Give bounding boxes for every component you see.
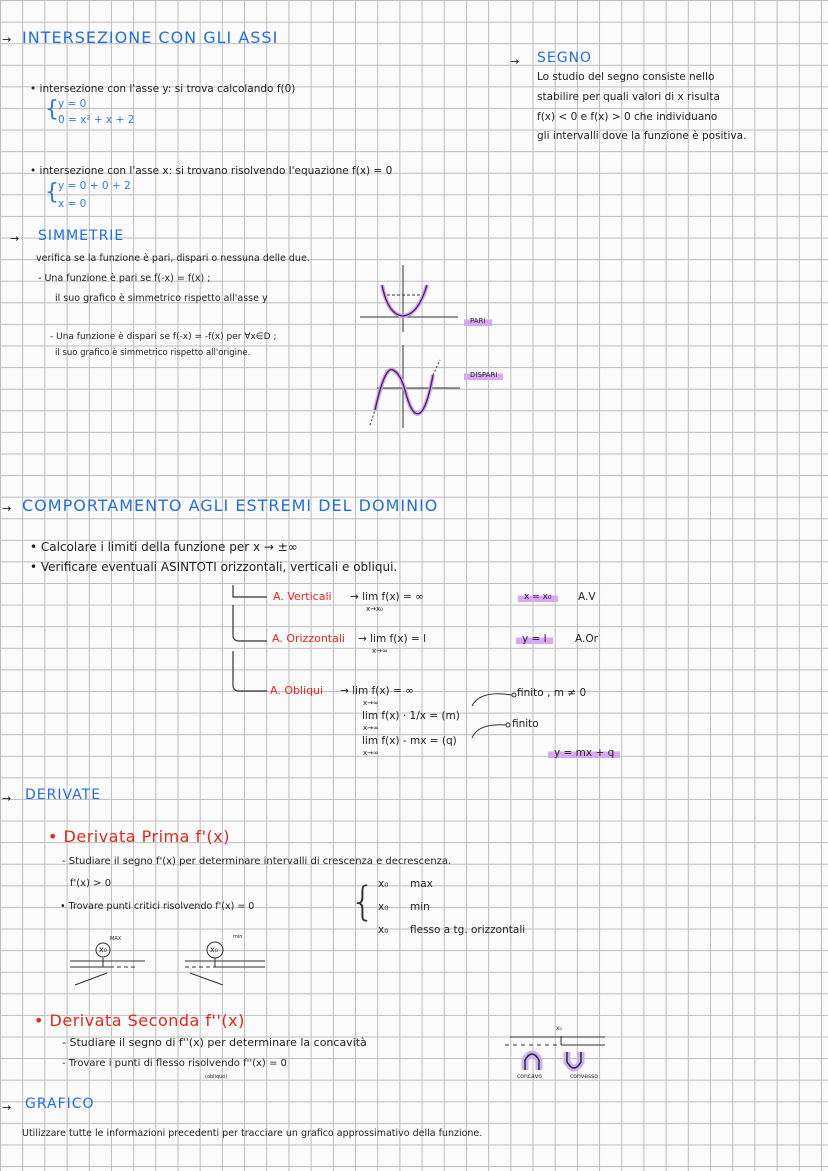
seconda-line2-sub: (obliquo)	[205, 1074, 228, 1080]
system1-eq1: y = 0	[58, 98, 87, 110]
arrow-icon: →	[2, 502, 12, 515]
limiti-bullet: • Calcolare i limiti della funzione per x → ±∞	[30, 540, 298, 554]
case-x: x₀	[378, 901, 389, 913]
asintoti-verticali: A. Verticali	[273, 590, 332, 603]
obliqui-row: → lim f(x) = ∞	[340, 685, 414, 697]
label-concavo: concavo	[517, 1073, 542, 1080]
derivata-seconda-title: • Derivata Seconda f''(x)	[34, 1011, 245, 1030]
section-title-comportamento: COMPORTAMENTO AGLI ESTREMI DEL DOMINIO	[22, 496, 439, 515]
asintoti-obliqui: A. Obliqui	[270, 684, 324, 697]
brace: {	[45, 180, 59, 205]
orizzontali-formula: → lim f(x) = l	[358, 633, 427, 645]
note-m: finito , m ≠ 0	[517, 687, 587, 699]
prima-line3: • Trovare punti critici risolvendo f'(x) = 0	[60, 901, 255, 912]
segno-line: stabilire per quali valori di x risulta	[537, 91, 720, 103]
arrow-icon: →	[2, 1101, 12, 1114]
simmetrie-intro: verifica se la funzione è pari, dispari o nessuna delle due.	[36, 253, 310, 264]
label-pari: PARI	[464, 314, 492, 328]
limit-sub: x→∞	[363, 724, 379, 732]
case-x: x₀	[378, 924, 389, 936]
arrow-icon: →	[2, 33, 12, 46]
arrow-icon: →	[510, 55, 520, 68]
verticali-abbr: A.V	[578, 591, 596, 603]
asintoti-bullet: • Verificare eventuali ASINTOTI orizzontali, verticali e obliqui.	[30, 560, 398, 574]
segno-line: Lo studio del segno consiste nello	[537, 71, 715, 83]
brace: {	[350, 879, 376, 925]
case-max: max	[410, 878, 433, 890]
pari-definition: - Una funzione è pari se f(-x) = f(x) ;	[38, 273, 211, 284]
obliqui-row: lim f(x) · 1/x = (m)	[362, 710, 460, 722]
limit-sub: x→∞	[372, 647, 388, 655]
orizzontali-abbr: A.Or	[575, 633, 598, 645]
section-title-grafico: GRAFICO	[25, 1096, 95, 1112]
diagram-min-point: x₀	[210, 945, 218, 954]
derivata-prima-title: • Derivata Prima f'(x)	[48, 827, 230, 846]
limit-sub: x→x₀	[366, 605, 383, 613]
intersezione-bullet-y: • intersezione con l'asse y: si trova calcolando f(0)	[30, 83, 296, 95]
dispari-graph-note: il suo grafico è simmetrico rispetto all'origine.	[55, 348, 251, 358]
system2-eq1: y = 0 + 0 + 2	[58, 180, 131, 192]
concavity-point: x₀	[556, 1025, 562, 1032]
label-dispari: DISPARI	[464, 368, 503, 382]
asintoti-orizzontali: A. Orizzontali	[272, 632, 345, 645]
limit-sub: x→∞	[363, 749, 379, 757]
case-min: min	[410, 901, 430, 913]
obliqui-row: lim f(x) - mx = (q)	[362, 735, 457, 747]
max-min-diagrams	[65, 940, 285, 990]
diagram-max-label: MAX	[110, 936, 122, 942]
seconda-line1: - Studiare il segno di f''(x) per determinare la concavità	[62, 1036, 367, 1049]
verticali-formula: → lim f(x) = ∞	[350, 591, 424, 603]
prima-line1: - Studiare il segno f'(x) per determinare intervalli di crescenza e decrescenza.	[62, 856, 452, 867]
arrow-icon: →	[2, 792, 12, 805]
verticali-result: x = x₀	[518, 590, 558, 604]
segno-line: f(x) < 0 e f(x) > 0 che individuano	[537, 111, 718, 123]
dispari-definition: - Una funzione è dispari se f(-x) = -f(x) per ∀x∈D ;	[50, 332, 277, 342]
system1-eq2: 0 = x² + x + 2	[58, 114, 135, 126]
note-q: finito	[512, 718, 539, 730]
section-title-segno: SEGNO	[537, 50, 593, 66]
brace: {	[45, 97, 59, 122]
diagram-min-label: min	[233, 934, 243, 940]
segno-line: gli intervalli dove la funzione è positiva.	[537, 130, 747, 142]
intersezione-bullet-x: • intersezione con l'asse x: si trovano risolvendo l'equazione f(x) = 0	[30, 165, 393, 177]
label-convesso: convesso	[570, 1073, 598, 1080]
section-title-simmetrie: SIMMETRIE	[38, 228, 125, 244]
symmetry-graphs	[360, 260, 520, 440]
case-x: x₀	[378, 878, 389, 890]
obliqui-result: y = mx + q	[548, 746, 620, 760]
system2-eq2: x = 0	[58, 198, 87, 210]
prima-line2: f'(x) > 0	[70, 878, 112, 889]
pari-graph-note: il suo grafico è simmetrico rispetto all'asse y	[55, 293, 268, 304]
limit-sub: x→∞	[363, 699, 379, 707]
section-title-intersezione: INTERSEZIONE CON GLI ASSI	[22, 28, 279, 47]
section-title-derivate: DERIVATE	[25, 787, 102, 803]
orizzontali-result: y = l	[516, 632, 553, 646]
diagram-max-point: x₀	[99, 945, 107, 954]
grafico-text: Utilizzare tutte le informazioni precedenti per tracciare un grafico approssimativo della funzione.	[22, 1128, 483, 1139]
seconda-line2: - Trovare i punti di flesso risolvendo f''(x) = 0	[62, 1058, 287, 1069]
arrow-icon: →	[10, 232, 20, 245]
case-flesso: flesso a tg. orizzontali	[410, 924, 526, 936]
